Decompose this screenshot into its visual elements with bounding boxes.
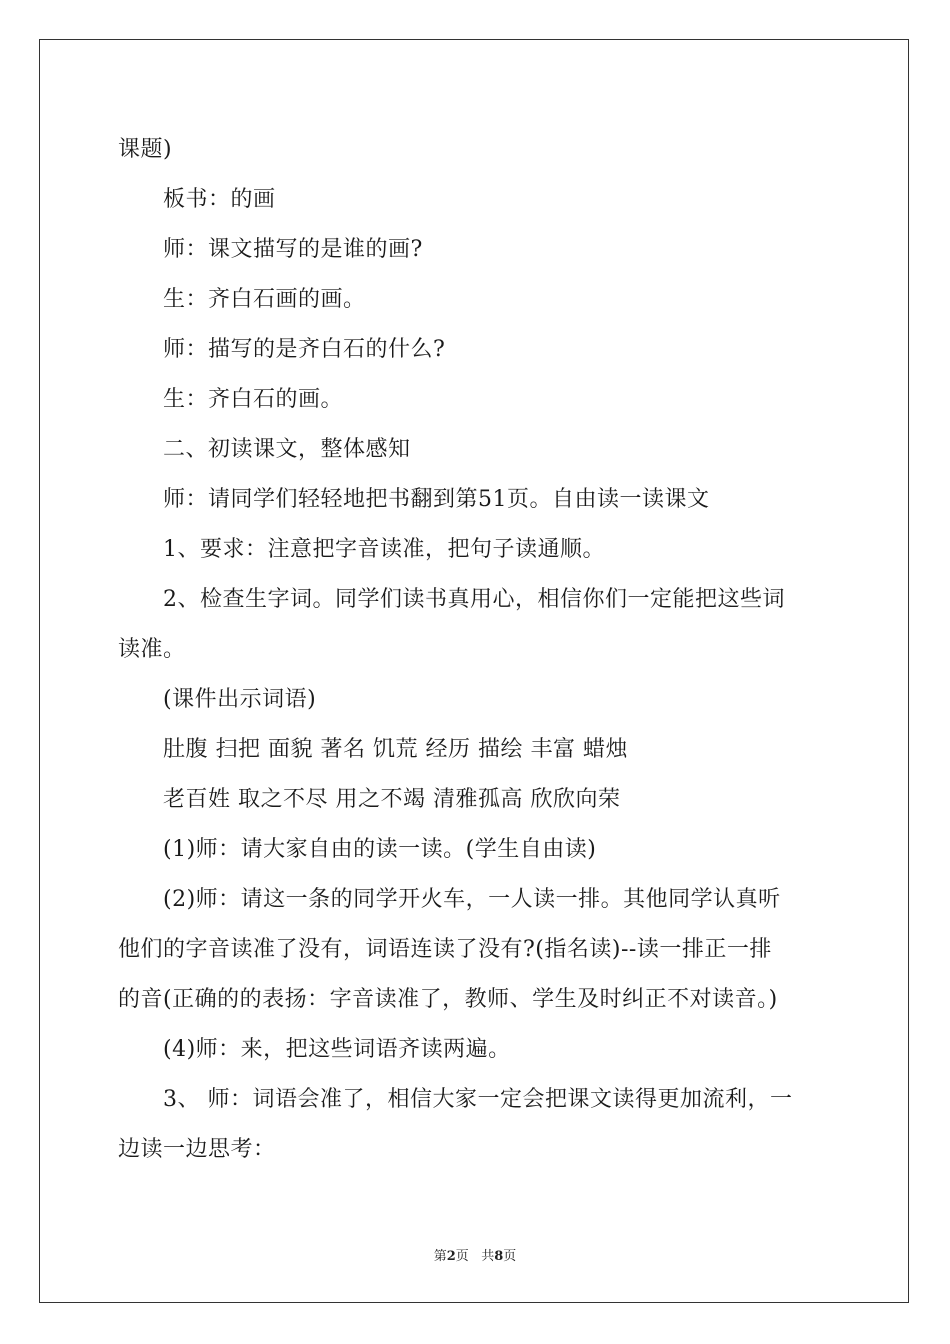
text-line-step-1: (1)师：请大家自由的读一读。(学生自由读) bbox=[163, 837, 597, 862]
footer-page-prefix: 第 bbox=[433, 1249, 447, 1264]
text-line-step-2-cont-2: 的音(正确的的表扬：字音读准了，教师、学生及时纠正不对读音。) bbox=[118, 987, 778, 1012]
text-line-teacher-question-2: 师：描写的是齐白石的什么? bbox=[163, 337, 446, 362]
text-line-point-3: 3、 师：词语会准了，相信大家一定会把课文读得更加流利，一 bbox=[163, 1087, 793, 1112]
vocabulary-row-1: 肚腹 扫把 面貌 著名 饥荒 经历 描绘 丰富 蜡烛 bbox=[163, 737, 628, 762]
page-footer bbox=[0, 1245, 950, 1264]
text-line-blackboard: 板书：的画 bbox=[163, 187, 276, 212]
footer-total-suffix: 页 bbox=[503, 1249, 517, 1264]
text-line-check-words: 2、检查生字词。同学们读书真用心，相信你们一定能把这些词 bbox=[163, 587, 785, 612]
text-line-courseware-note: (课件出示词语) bbox=[163, 687, 317, 712]
text-line-student-answer-2: 生：齐白石的画。 bbox=[163, 387, 344, 412]
footer-page-suffix: 页 bbox=[455, 1249, 469, 1264]
text-line-teacher-question-1: 师：课文描写的是谁的画? bbox=[163, 237, 423, 262]
text-line-check-words-cont: 读准。 bbox=[118, 637, 186, 662]
text-line-step-2: (2)师：请这一条的同学开火车，一人读一排。其他同学认真听 bbox=[163, 887, 781, 912]
text-line-requirement: 1、要求：注意把字音读准，把句子读通顺。 bbox=[163, 537, 605, 562]
document-body bbox=[118, 125, 838, 1175]
text-line-student-answer-1: 生：齐白石画的画。 bbox=[163, 287, 366, 312]
vocabulary-row-2: 老百姓 取之不尽 用之不竭 清雅孤高 欣欣向荣 bbox=[163, 787, 621, 812]
text-line-teacher-instruction: 师：请同学们轻轻地把书翻到第51页。自由读一读课文 bbox=[163, 487, 710, 512]
section-heading-initial-reading: 二、初读课文，整体感知 bbox=[163, 437, 411, 462]
footer-page-number: 2 bbox=[446, 1249, 456, 1264]
text-line-point-3-cont: 边读一边思考： bbox=[118, 1137, 276, 1162]
footer-total-prefix: 共 bbox=[481, 1249, 495, 1264]
footer-total-number: 8 bbox=[494, 1249, 504, 1264]
text-line-step-2-cont-1: 他们的字音读准了没有，词语连读了没有?(指名读)--读一排正一排 bbox=[118, 937, 772, 962]
text-line-step-4: (4)师：来，把这些词语齐读两遍。 bbox=[163, 1037, 511, 1062]
text-line-continuation: 课题) bbox=[118, 137, 173, 162]
